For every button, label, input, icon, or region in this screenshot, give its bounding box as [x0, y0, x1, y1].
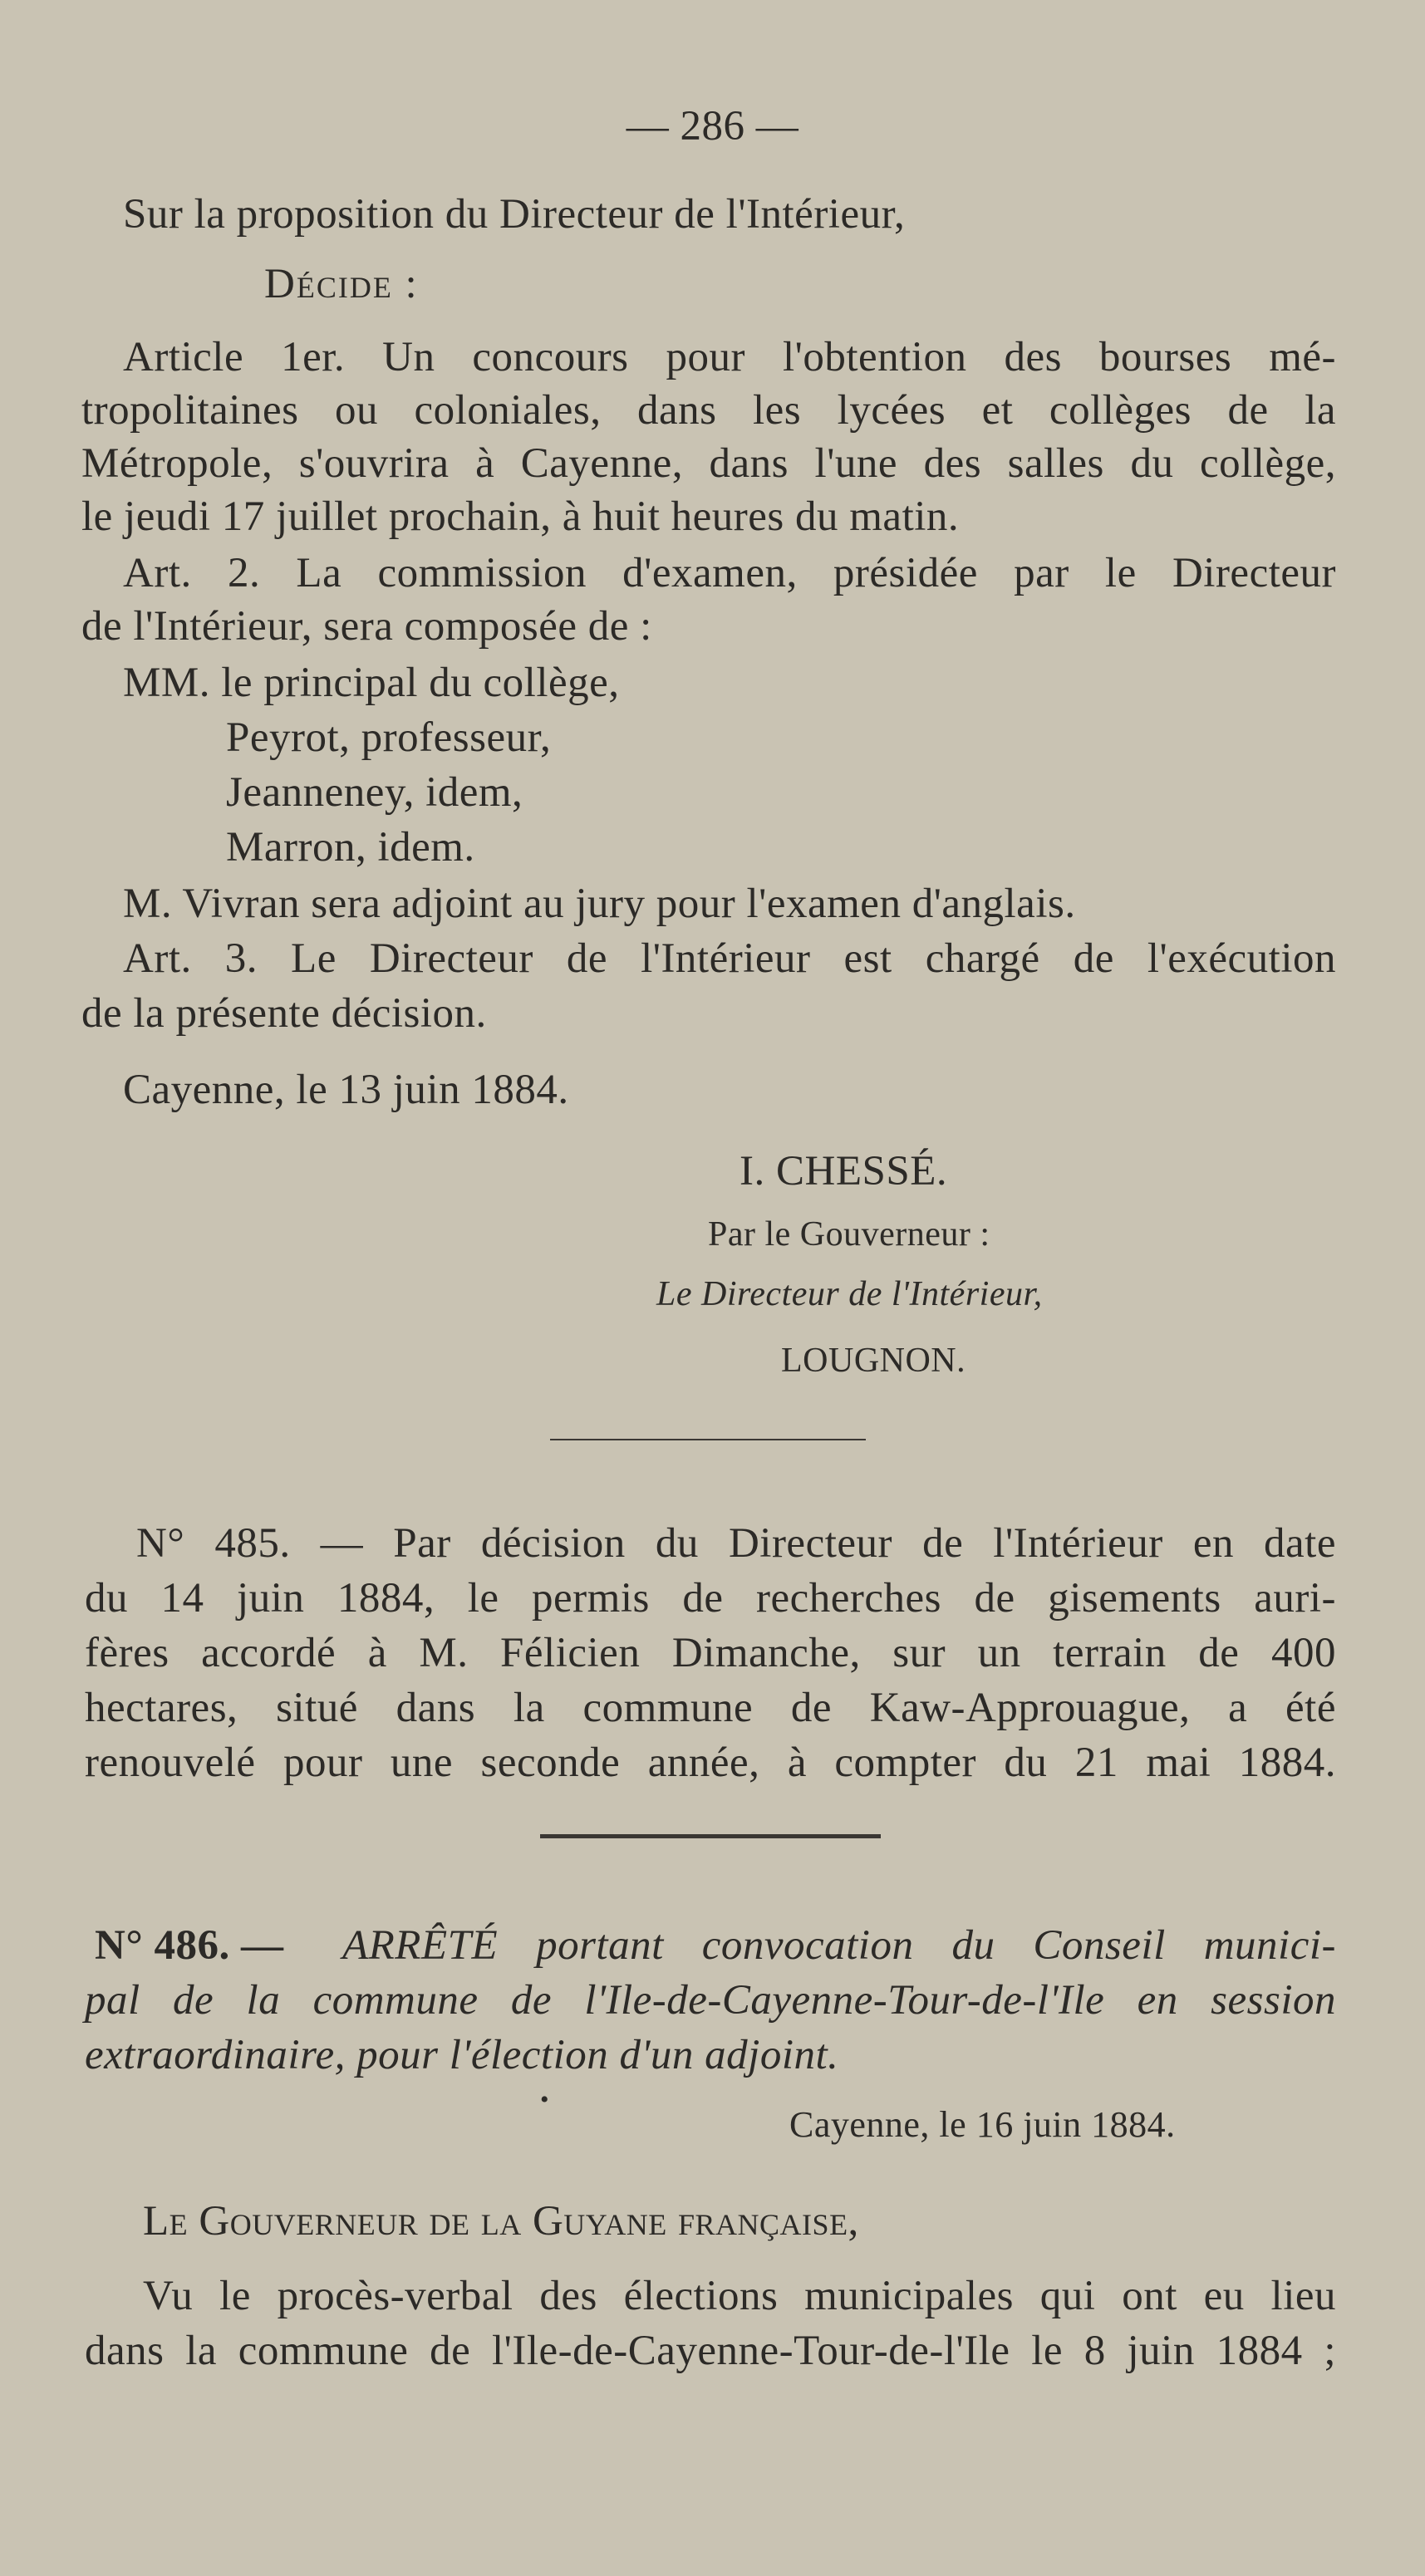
member-2: Peyrot, professeur, [226, 714, 552, 761]
vu-line-2: dans la commune de l'Ile-de-Cayenne-Tour-de-l'Ile le 8 juin 1884 ; [85, 2328, 1336, 2374]
intro-line: Sur la proposition du Directeur de l'Intérieur, [123, 191, 906, 238]
decision-date: Cayenne, le 13 juin 1884. [123, 1067, 569, 1113]
page-number: — 286 — [626, 103, 799, 150]
art2-line-1: Art. 2. La commission d'examen, présidée par le Directeur [123, 550, 1336, 596]
member-1: MM. le principal du collège, [123, 660, 620, 706]
arrete-title-line-3: extraordinaire, pour l'élection d'un adjoint. [85, 2032, 839, 2078]
director-title: Le Directeur de l'Intérieur, [656, 1275, 1043, 1313]
decision-485-line-2: du 14 juin 1884, le permis de recherches de gisements auri- [85, 1575, 1336, 1622]
art2-line-2: de l'Intérieur, sera composée de : [81, 603, 652, 650]
arrete-date: Cayenne, le 16 juin 1884. [789, 2104, 1176, 2145]
vu-line-1: Vu le procès-verbal des élections municipales qui ont eu lieu [143, 2273, 1336, 2319]
arrete-number: N° 486. — [95, 1922, 284, 1969]
jury-line: M. Vivran sera adjoint au jury pour l'examen d'anglais. [123, 881, 1076, 927]
separator-rule-2 [540, 1834, 881, 1838]
signature-name: I. CHESSÉ. [740, 1148, 948, 1195]
governor-text: Le Gouverneur de la Guyane française, [143, 2198, 859, 2245]
decision-485-line-4: hectares, situé dans la commune de Kaw-Approuague, a été [85, 1685, 1336, 1731]
member-4: Marron, idem. [226, 824, 475, 871]
art1-line-3: Métropole, s'ouvrira à Cayenne, dans l'une des salles du collège, [81, 440, 1336, 487]
art1-line-4: le jeudi 17 juillet prochain, à huit heures du matin. [81, 493, 960, 540]
separator-rule-1 [550, 1439, 866, 1440]
arrete-title-line-2: pal de la commune de l'Ile-de-Cayenne-Tour-de-l'Ile en session [85, 1977, 1336, 2024]
arrete-title-line-1: ARRÊTÉ portant convocation du Conseil munici- [342, 1922, 1336, 1969]
art1-line-2: tropolitaines ou coloniales, dans les lycées et collèges de la [81, 387, 1336, 434]
member-3: Jeanneney, idem, [226, 769, 523, 816]
par-gouverneur: Par le Gouverneur : [708, 1215, 990, 1254]
decide-heading: Décide : [264, 261, 419, 307]
decision-485-line-5: renouvelé pour une seconde année, à compter du 21 mai 1884. [85, 1739, 1336, 1786]
decision-485-line-3: fères accordé à M. Félicien Dimanche, sur un terrain de 400 [85, 1630, 1336, 1676]
ink-dot: • [540, 2086, 550, 2113]
art3-line-1: Art. 3. Le Directeur de l'Intérieur est chargé de l'exécution [123, 935, 1336, 982]
director-name: LOUGNON. [781, 1342, 966, 1380]
art1-line-1: Article 1er. Un concours pour l'obtention des bourses mé- [123, 334, 1336, 380]
art3-line-2: de la présente décision. [81, 990, 487, 1037]
decision-485-line-1: N° 485. — Par décision du Directeur de l'Intérieur en date [136, 1520, 1336, 1567]
governor-line [143, 2195, 1057, 2248]
